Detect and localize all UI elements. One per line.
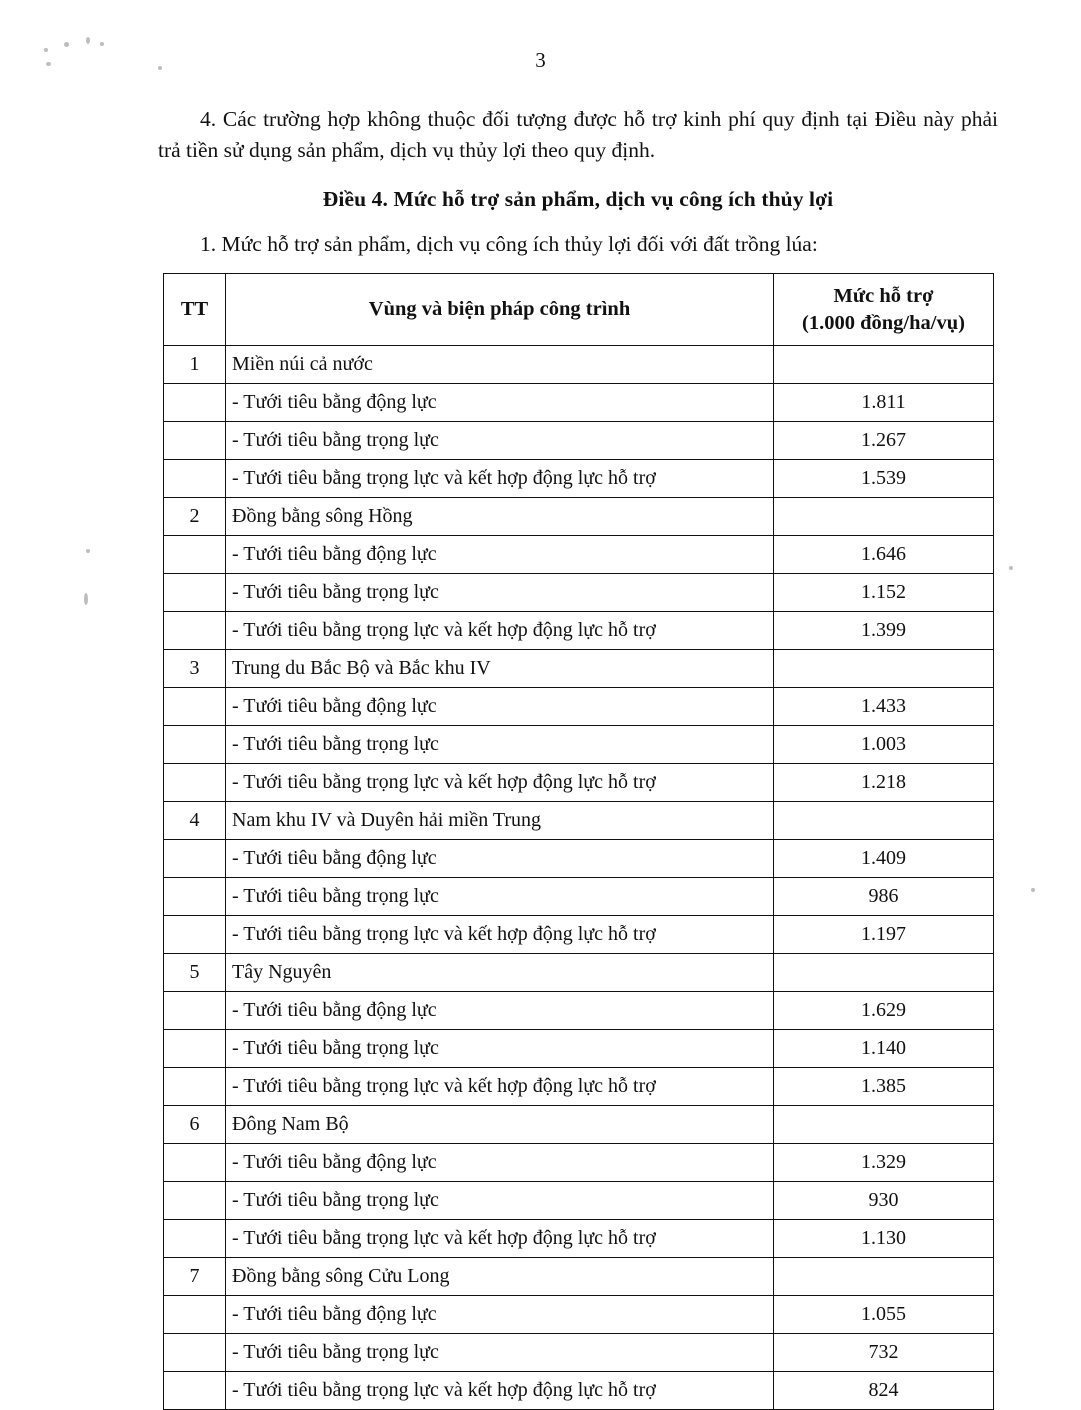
- table-row: [164, 1220, 994, 1258]
- table-row: [164, 422, 994, 460]
- table-row: [164, 1372, 994, 1410]
- lead-paragraph: 1. Mức hỗ trợ sản phẩm, dịch vụ công ích thủy lợi đối với đất trồng lúa:: [200, 232, 818, 257]
- cell-rate: 1.218: [774, 764, 994, 802]
- cell-rate: 1.811: [774, 384, 994, 422]
- table-row: [164, 954, 994, 992]
- cell-rate: 1.267: [774, 422, 994, 460]
- cell-rate: 1.433: [774, 688, 994, 726]
- cell-region-name: Đồng bằng sông Cửu Long: [226, 1258, 774, 1296]
- table-row: [164, 460, 994, 498]
- table-row: [164, 992, 994, 1030]
- cell-tt: 2: [164, 498, 226, 536]
- table-row: [164, 878, 994, 916]
- table-body: [164, 346, 994, 1410]
- cell-method-name: - Tưới tiêu bằng động lực: [226, 384, 774, 422]
- cell-rate: 1.003: [774, 726, 994, 764]
- cell-tt: [164, 384, 226, 422]
- column-header-rate: [774, 274, 994, 346]
- table-row: [164, 688, 994, 726]
- table-row: [164, 574, 994, 612]
- table-row: [164, 1068, 994, 1106]
- cell-rate: 1.140: [774, 1030, 994, 1068]
- scan-speck: [86, 549, 90, 553]
- cell-method-name: - Tưới tiêu bằng trọng lực và kết hợp động lực hỗ trợ: [226, 612, 774, 650]
- cell-tt: [164, 536, 226, 574]
- column-header-tt: TT: [164, 274, 226, 346]
- cell-tt: [164, 764, 226, 802]
- document-content: [158, 104, 998, 1410]
- cell-method-name: - Tưới tiêu bằng động lực: [226, 688, 774, 726]
- cell-method-name: - Tưới tiêu bằng trọng lực và kết hợp động lực hỗ trợ: [226, 1220, 774, 1258]
- table-row: [164, 1182, 994, 1220]
- cell-rate: [774, 954, 994, 992]
- cell-method-name: - Tưới tiêu bằng trọng lực: [226, 1334, 774, 1372]
- cell-tt: [164, 1182, 226, 1220]
- cell-tt: [164, 460, 226, 498]
- table-row: [164, 1144, 994, 1182]
- scan-speck: [1009, 566, 1013, 570]
- cell-method-name: - Tưới tiêu bằng trọng lực: [226, 422, 774, 460]
- cell-method-name: - Tưới tiêu bằng trọng lực và kết hợp động lực hỗ trợ: [226, 916, 774, 954]
- cell-tt: [164, 1068, 226, 1106]
- cell-method-name: - Tưới tiêu bằng động lực: [226, 840, 774, 878]
- cell-rate: 1.399: [774, 612, 994, 650]
- table-row: [164, 346, 994, 384]
- cell-rate: 1.629: [774, 992, 994, 1030]
- cell-tt: [164, 1030, 226, 1068]
- cell-tt: 4: [164, 802, 226, 840]
- cell-method-name: - Tưới tiêu bằng trọng lực: [226, 1182, 774, 1220]
- cell-rate: 732: [774, 1334, 994, 1372]
- scan-speck: [100, 42, 104, 46]
- cell-method-name: - Tưới tiêu bằng động lực: [226, 1296, 774, 1334]
- cell-region-name: Đồng bằng sông Hồng: [226, 498, 774, 536]
- scan-speck: [86, 37, 90, 44]
- page-number: 3: [535, 48, 546, 72]
- table-row: [164, 1334, 994, 1372]
- column-header-rate-line1: Mức hỗ trợ: [833, 285, 934, 308]
- table-row: [164, 916, 994, 954]
- cell-method-name: - Tưới tiêu bằng động lực: [226, 992, 774, 1030]
- cell-rate: 1.197: [774, 916, 994, 954]
- cell-method-name: - Tưới tiêu bằng trọng lực và kết hợp động lực hỗ trợ: [226, 1068, 774, 1106]
- table-row: [164, 1030, 994, 1068]
- cell-rate: 1.409: [774, 840, 994, 878]
- cell-rate: [774, 802, 994, 840]
- cell-rate: [774, 346, 994, 384]
- table-header-row: [164, 274, 994, 346]
- scan-speck: [1031, 888, 1035, 892]
- cell-tt: [164, 916, 226, 954]
- cell-rate: 1.130: [774, 1220, 994, 1258]
- cell-rate: 930: [774, 1182, 994, 1220]
- cell-tt: [164, 840, 226, 878]
- table-row: [164, 764, 994, 802]
- cell-tt: 5: [164, 954, 226, 992]
- cell-tt: [164, 688, 226, 726]
- table-row: [164, 802, 994, 840]
- table-row: [164, 1296, 994, 1334]
- cell-rate: 1.329: [774, 1144, 994, 1182]
- cell-rate: 824: [774, 1372, 994, 1410]
- cell-method-name: - Tưới tiêu bằng trọng lực: [226, 1030, 774, 1068]
- table-row: [164, 612, 994, 650]
- scan-speck: [64, 42, 69, 47]
- cell-region-name: Tây Nguyên: [226, 954, 774, 992]
- table-row: [164, 1106, 994, 1144]
- cell-rate: 1.152: [774, 574, 994, 612]
- cell-region-name: Đông Nam Bộ: [226, 1106, 774, 1144]
- cell-tt: [164, 878, 226, 916]
- cell-tt: [164, 1144, 226, 1182]
- column-header-description: Vùng và biện pháp công trình: [226, 274, 774, 346]
- cell-method-name: - Tưới tiêu bằng trọng lực và kết hợp động lực hỗ trợ: [226, 764, 774, 802]
- cell-region-name: Nam khu IV và Duyên hải miền Trung: [226, 802, 774, 840]
- paragraph-clause-4: 4. Các trường hợp không thuộc đối tượng được hỗ trợ kinh phí quy định tại Điều này phải trả tiền sử dụng sản phẩm, dịch vụ thủy lợi theo quy định.: [158, 107, 998, 162]
- cell-rate: 986: [774, 878, 994, 916]
- cell-tt: 7: [164, 1258, 226, 1296]
- cell-method-name: - Tưới tiêu bằng trọng lực: [226, 878, 774, 916]
- table-row: [164, 1258, 994, 1296]
- cell-method-name: - Tưới tiêu bằng động lực: [226, 536, 774, 574]
- table-row: [164, 726, 994, 764]
- cell-tt: [164, 726, 226, 764]
- cell-tt: 6: [164, 1106, 226, 1144]
- cell-tt: [164, 574, 226, 612]
- cell-tt: [164, 1220, 226, 1258]
- cell-method-name: - Tưới tiêu bằng trọng lực và kết hợp động lực hỗ trợ: [226, 460, 774, 498]
- article-title: Điều 4. Mức hỗ trợ sản phẩm, dịch vụ công ích thủy lợi: [322, 187, 834, 212]
- cell-tt: 3: [164, 650, 226, 688]
- table-row: [164, 650, 994, 688]
- cell-tt: [164, 422, 226, 460]
- cell-tt: [164, 1296, 226, 1334]
- cell-method-name: - Tưới tiêu bằng trọng lực: [226, 726, 774, 764]
- cell-rate: 1.385: [774, 1068, 994, 1106]
- cell-method-name: - Tưới tiêu bằng trọng lực và kết hợp động lực hỗ trợ: [226, 1372, 774, 1410]
- cell-tt: [164, 1334, 226, 1372]
- cell-region-name: Miền núi cả nước: [226, 346, 774, 384]
- cell-method-name: - Tưới tiêu bằng trọng lực: [226, 574, 774, 612]
- column-header-rate-line2: (1.000 đồng/ha/vụ): [802, 311, 965, 334]
- support-rate-table: [163, 273, 994, 1410]
- cell-tt: 1: [164, 346, 226, 384]
- cell-rate: [774, 498, 994, 536]
- cell-method-name: - Tưới tiêu bằng động lực: [226, 1144, 774, 1182]
- cell-tt: [164, 1372, 226, 1410]
- cell-region-name: Trung du Bắc Bộ và Bắc khu IV: [226, 650, 774, 688]
- cell-rate: 1.055: [774, 1296, 994, 1334]
- scan-speck: [84, 593, 88, 605]
- cell-rate: 1.539: [774, 460, 994, 498]
- table-row: [164, 840, 994, 878]
- cell-tt: [164, 992, 226, 1030]
- cell-rate: [774, 1106, 994, 1144]
- cell-rate: [774, 650, 994, 688]
- cell-rate: [774, 1258, 994, 1296]
- cell-rate: 1.646: [774, 536, 994, 574]
- table-row: [164, 498, 994, 536]
- table-row: [164, 384, 994, 422]
- table-row: [164, 536, 994, 574]
- cell-tt: [164, 612, 226, 650]
